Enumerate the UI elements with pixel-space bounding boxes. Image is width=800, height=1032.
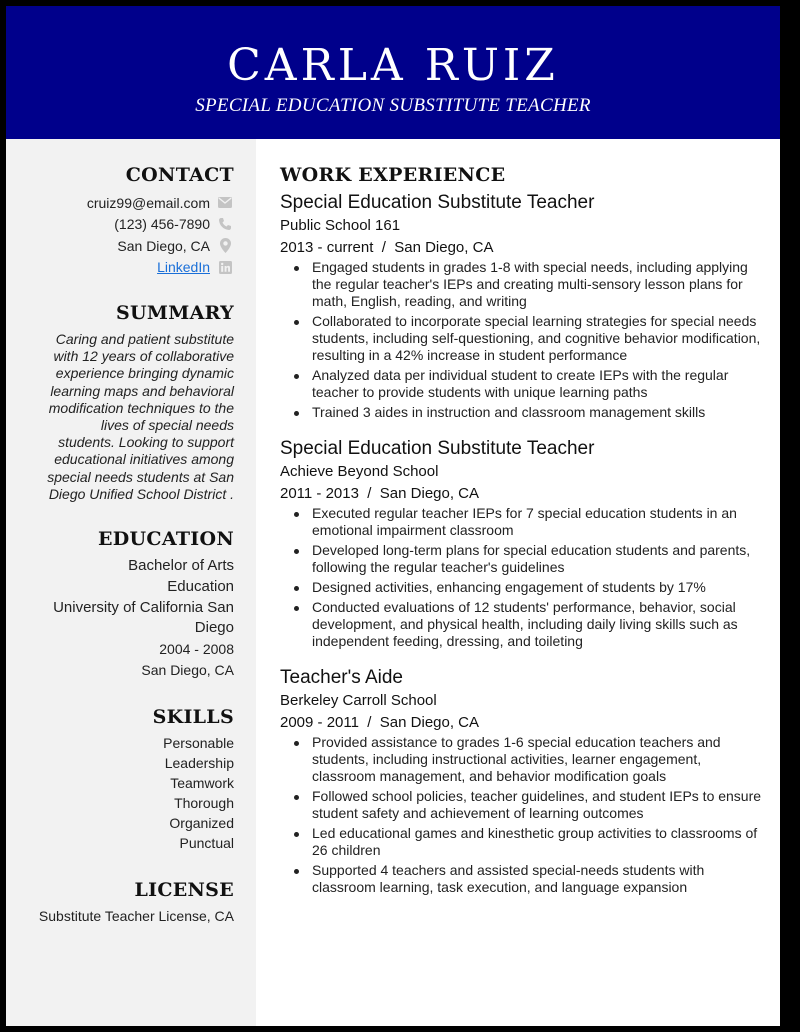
skills-section: [6, 706, 234, 853]
job-entry: [280, 437, 762, 650]
job-bullet: Executed regular teacher IEPs for 7 special education students in an emotional impairment classroom: [312, 505, 762, 539]
skill-item: Personable: [163, 735, 234, 752]
license-section: [6, 879, 234, 926]
job-bullet: Designed activities, enhancing engagement of students by 17%: [312, 579, 762, 596]
education-school: University of California San Diego: [53, 599, 234, 637]
work-experience-heading: WORK EXPERIENCE: [280, 164, 506, 186]
education-location: San Diego, CA: [141, 662, 234, 679]
job-bullet: Analyzed data per individual student to create IEPs with the regular teacher to provide students with unique learning paths: [312, 367, 762, 401]
job-entry: [280, 191, 762, 421]
job-bullet: Developed long-term plans for special education students and parents, following the regular teacher's guidelines: [312, 542, 762, 576]
job-entry: [280, 666, 762, 896]
resume-page: [6, 6, 780, 1026]
resume-header: [6, 6, 780, 139]
job-bullet: Provided assistance to grades 1-6 special education teachers and students, including instructional activities, learner engagement, classroom management, and behavior modification goals: [312, 734, 762, 785]
sidebar: [6, 139, 256, 1026]
education-section: [6, 528, 234, 680]
linkedin-icon: [216, 261, 234, 274]
summary-section: [6, 302, 234, 503]
contact-heading: CONTACT: [125, 164, 234, 186]
job-bullets: [280, 259, 762, 421]
job-bullets: [280, 505, 762, 650]
job-title: Special Education Substitute Teacher: [280, 192, 595, 213]
job-bullet: Followed school policies, teacher guidelines, and student IEPs to ensure student safety and achievement of learning outcomes: [312, 788, 762, 821]
job-company: Achieve Beyond School: [280, 463, 439, 480]
contact-email[interactable]: cruiz99@email.com: [86, 194, 210, 211]
education-dates: 2004 - 2008: [159, 641, 234, 658]
job-dates-location: 2013 - current / San Diego, CA: [280, 239, 494, 256]
summary-heading: SUMMARY: [116, 302, 234, 324]
skill-item: Leadership: [164, 755, 234, 772]
job-bullet: Supported 4 teachers and assisted special-needs students with classroom learning, task execution, and language expansion: [312, 862, 762, 896]
skill-item: Thorough: [174, 795, 234, 812]
job-bullet: Led educational games and kinesthetic group activities to classrooms of 26 children: [312, 825, 762, 859]
job-dates-location: 2009 - 2011 / San Diego, CA: [280, 714, 480, 731]
job-bullets: [280, 734, 762, 896]
contact-section: [6, 164, 234, 278]
education-heading: EDUCATION: [98, 528, 234, 551]
candidate-title: SPECIAL EDUCATION SUBSTITUTE TEACHER: [195, 95, 591, 116]
map-pin-icon: [216, 238, 234, 253]
phone-icon: [216, 217, 234, 231]
job-company: Berkeley Carroll School: [280, 692, 437, 709]
job-bullet: Collaborated to incorporate special learning strategies for special needs students, including self-questioning, and cognitive behavior modification, resulting in a 42% increase in student performance: [312, 313, 761, 363]
skill-item: Punctual: [179, 835, 234, 852]
contact-phone-row: [6, 214, 234, 236]
candidate-name: CARLA RUIZ: [227, 40, 559, 91]
job-company: Public School 161: [280, 217, 401, 234]
contact-linkedin-row: [6, 257, 234, 279]
contact-location: San Diego, CA: [117, 237, 210, 254]
license-item: Substitute Teacher License, CA: [38, 908, 234, 925]
linkedin-link[interactable]: LinkedIn: [157, 259, 210, 276]
skills-heading: SKILLS: [152, 706, 234, 729]
job-dates-location: 2011 - 2013 / San Diego, CA: [280, 485, 480, 502]
summary-text: Caring and patient substitute with 12 years of collaborative experience bringing dynamic learning maps and behavioral modification techniques to the lives of special needs students. Looking to support educational initiatives among special needs students at San Diego Unified School District .: [47, 331, 234, 502]
skill-item: Teamwork: [170, 775, 234, 792]
main-content: [256, 139, 780, 1026]
contact-email-row: [6, 192, 234, 214]
job-title: Special Education Substitute Teacher: [280, 438, 595, 459]
education-field: Education: [167, 578, 234, 596]
job-title: Teacher's Aide: [280, 667, 403, 688]
job-bullet: Trained 3 aides in instruction and classroom management skills: [312, 404, 762, 421]
job-bullet: Engaged students in grades 1-8 with special needs, including applying the regular teacher's IEPs and creating multi-sensory lesson plans for math, English, reading, and writing: [312, 259, 762, 310]
envelope-icon: [216, 197, 234, 208]
education-degree: Bachelor of Arts: [128, 557, 234, 575]
skill-item: Organized: [169, 815, 234, 832]
job-bullet: Conducted evaluations of 12 students' performance, behavior, social development, and physical health, including daily living skills such as independent feeding, dressing, and toileting: [312, 599, 762, 650]
license-heading: LICENSE: [134, 879, 234, 902]
contact-phone: (123) 456-7890: [114, 216, 210, 233]
contact-location-row: [6, 235, 234, 257]
